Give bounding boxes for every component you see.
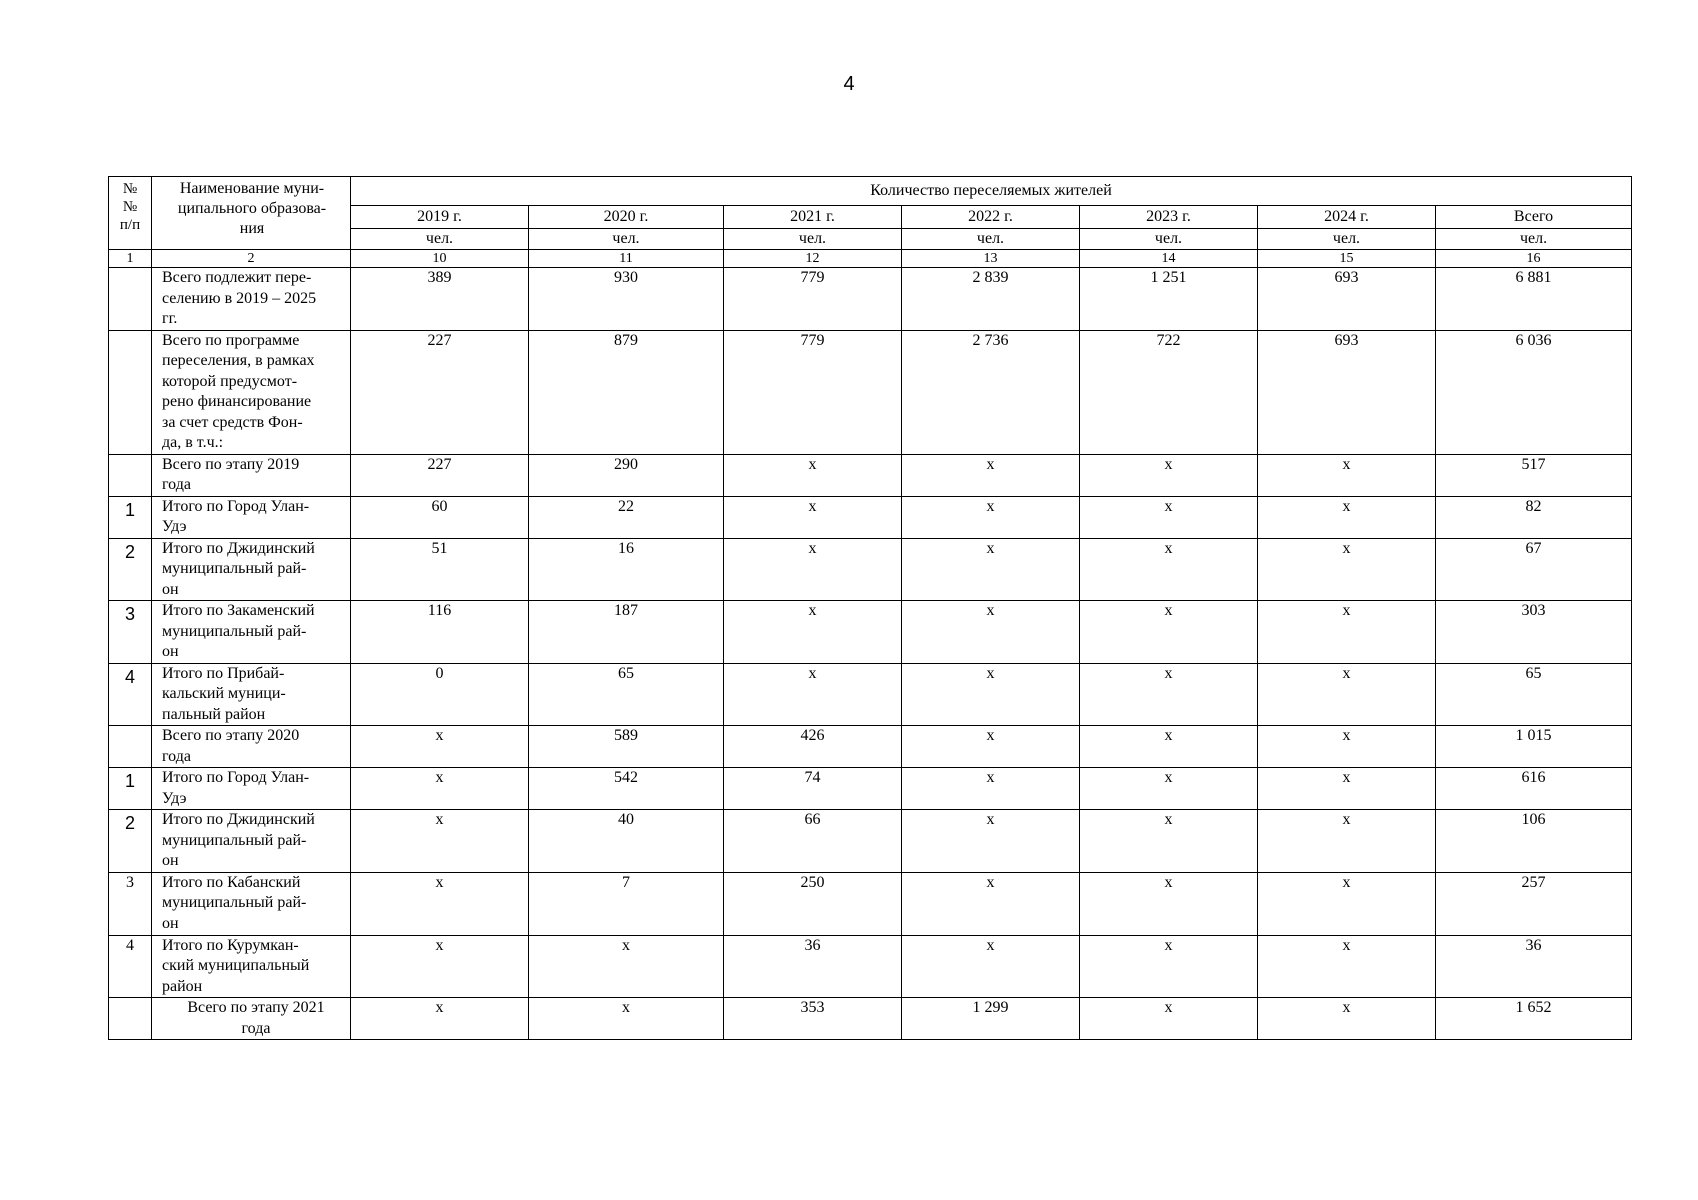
row-value: 65: [1436, 663, 1632, 726]
row-value: 67: [1436, 538, 1632, 601]
row-value: 74: [724, 768, 902, 810]
row-value: 66: [724, 810, 902, 873]
row-value: 303: [1436, 601, 1632, 664]
row-value: 36: [1436, 935, 1632, 998]
row-value: 40: [529, 810, 724, 873]
table-row: [109, 872, 1632, 935]
row-value: x: [1080, 935, 1258, 998]
row-value: x: [902, 663, 1080, 726]
row-value: x: [902, 538, 1080, 601]
header-year: 2023 г.: [1080, 206, 1258, 229]
row-value: 250: [724, 872, 902, 935]
row-number: 1: [109, 768, 152, 810]
row-value: x: [1258, 872, 1436, 935]
row-value: 2 736: [902, 330, 1080, 454]
row-number: 4: [109, 663, 152, 726]
table-row: [109, 454, 1632, 496]
row-value: 187: [529, 601, 724, 664]
row-value: 82: [1436, 496, 1632, 538]
table-row: [109, 768, 1632, 810]
row-value: x: [902, 601, 1080, 664]
row-name: Итого по Город Улан- Удэ: [152, 768, 351, 810]
table-row: [109, 538, 1632, 601]
row-name: Итого по Джидинский муниципальный рай- он: [152, 538, 351, 601]
header-unit: чел.: [724, 229, 902, 250]
row-value: x: [351, 935, 529, 998]
table-row: [109, 601, 1632, 664]
header-unit: чел.: [1080, 229, 1258, 250]
row-value: 65: [529, 663, 724, 726]
row-value: 7: [529, 872, 724, 935]
row-value: 353: [724, 998, 902, 1040]
header-unit: чел.: [902, 229, 1080, 250]
header-year: 2024 г.: [1258, 206, 1436, 229]
row-number: [109, 454, 152, 496]
row-value: x: [529, 998, 724, 1040]
row-value: x: [902, 726, 1080, 768]
row-value: x: [351, 998, 529, 1040]
row-value: 722: [1080, 330, 1258, 454]
row-value: 0: [351, 663, 529, 726]
row-value: x: [1080, 872, 1258, 935]
row-name: Итого по Город Улан- Удэ: [152, 496, 351, 538]
page-number: 4: [843, 73, 855, 95]
row-value: x: [1080, 538, 1258, 601]
header-column-number: 13: [902, 250, 1080, 268]
row-value: x: [724, 601, 902, 664]
row-value: x: [1080, 663, 1258, 726]
row-number: [109, 330, 152, 454]
row-number: 2: [109, 810, 152, 873]
row-value: 290: [529, 454, 724, 496]
header-group-title: Количество переселяемых жителей: [351, 177, 1632, 206]
row-name: Итого по Курумкан- ский муниципальный район: [152, 935, 351, 998]
row-value: x: [1080, 810, 1258, 873]
row-value: x: [351, 810, 529, 873]
row-value: x: [1080, 496, 1258, 538]
row-value: x: [724, 538, 902, 601]
header-year: 2021 г.: [724, 206, 902, 229]
header-unit: чел.: [529, 229, 724, 250]
row-number: 2: [109, 538, 152, 601]
row-number: 3: [109, 872, 152, 935]
row-value: 616: [1436, 768, 1632, 810]
header-unit: чел.: [351, 229, 529, 250]
row-name: Итого по Прибай- кальский муници- пальный район: [152, 663, 351, 726]
row-value: 2 839: [902, 268, 1080, 331]
table-row: [109, 268, 1632, 331]
row-value: x: [1258, 496, 1436, 538]
header-year: 2019 г.: [351, 206, 529, 229]
row-value: 426: [724, 726, 902, 768]
row-value: 1 251: [1080, 268, 1258, 331]
header-row-title: [109, 177, 1632, 206]
row-value: x: [724, 663, 902, 726]
header-year: Всего: [1436, 206, 1632, 229]
table-row: [109, 726, 1632, 768]
row-value: 1 015: [1436, 726, 1632, 768]
row-value: x: [1258, 998, 1436, 1040]
row-value: 51: [351, 538, 529, 601]
row-value: x: [724, 454, 902, 496]
row-value: x: [1258, 601, 1436, 664]
row-value: 16: [529, 538, 724, 601]
row-value: x: [902, 454, 1080, 496]
row-value: x: [1258, 726, 1436, 768]
row-value: x: [1258, 538, 1436, 601]
header-column-number: 15: [1258, 250, 1436, 268]
row-value: x: [902, 496, 1080, 538]
row-number: 3: [109, 601, 152, 664]
row-name: Итого по Закаменский муниципальный рай- он: [152, 601, 351, 664]
table-row: [109, 330, 1632, 454]
header-num: № № п/п: [109, 177, 152, 250]
row-value: 227: [351, 330, 529, 454]
header-year: 2022 г.: [902, 206, 1080, 229]
row-value: 542: [529, 768, 724, 810]
row-value: 257: [1436, 872, 1632, 935]
header-column-number: 10: [351, 250, 529, 268]
row-value: x: [1080, 768, 1258, 810]
row-value: 879: [529, 330, 724, 454]
row-value: x: [902, 935, 1080, 998]
row-value: 693: [1258, 330, 1436, 454]
row-name: Итого по Кабанский муниципальный рай- он: [152, 872, 351, 935]
table-row: [109, 663, 1632, 726]
row-value: 6 881: [1436, 268, 1632, 331]
row-value: 1 299: [902, 998, 1080, 1040]
row-value: x: [1080, 454, 1258, 496]
row-value: x: [1080, 726, 1258, 768]
row-value: 930: [529, 268, 724, 331]
header-year: 2020 г.: [529, 206, 724, 229]
header-name: Наименование муни- ципального образова- ния: [152, 177, 351, 250]
table-row: [109, 810, 1632, 873]
row-value: 22: [529, 496, 724, 538]
row-value: x: [1258, 768, 1436, 810]
row-value: 106: [1436, 810, 1632, 873]
table-row: [109, 935, 1632, 998]
row-value: x: [902, 810, 1080, 873]
header-column-number: 12: [724, 250, 902, 268]
row-value: x: [1258, 454, 1436, 496]
header-row-column-numbers: [109, 250, 1632, 268]
header-column-number: 1: [109, 250, 152, 268]
row-value: x: [1258, 935, 1436, 998]
row-value: 116: [351, 601, 529, 664]
row-value: 389: [351, 268, 529, 331]
row-value: x: [1258, 663, 1436, 726]
row-value: 227: [351, 454, 529, 496]
row-value: 517: [1436, 454, 1632, 496]
row-number: [109, 998, 152, 1040]
header-column-number: 2: [152, 250, 351, 268]
row-value: 36: [724, 935, 902, 998]
row-name: Всего по этапу 2019 года: [152, 454, 351, 496]
row-value: x: [351, 872, 529, 935]
table-header: [109, 177, 1632, 268]
table-row: [109, 496, 1632, 538]
row-value: x: [529, 935, 724, 998]
row-value: x: [902, 872, 1080, 935]
row-value: x: [1080, 998, 1258, 1040]
header-column-number: 11: [529, 250, 724, 268]
table-body: [109, 268, 1632, 1040]
row-value: x: [724, 496, 902, 538]
row-name: Итого по Джидинский муниципальный рай- он: [152, 810, 351, 873]
row-value: 779: [724, 268, 902, 331]
header-column-number: 16: [1436, 250, 1632, 268]
row-value: x: [902, 768, 1080, 810]
row-value: x: [1258, 810, 1436, 873]
header-column-number: 14: [1080, 250, 1258, 268]
row-name: Всего подлежит пере- селению в 2019 – 2025 гг.: [152, 268, 351, 331]
row-number: 1: [109, 496, 152, 538]
row-number: [109, 268, 152, 331]
row-name: Всего по программе переселения, в рамках которой предусмот- рено финансирование за счет средств Фон- да, в т.ч.:: [152, 330, 351, 454]
row-name: Всего по этапу 2020 года: [152, 726, 351, 768]
row-value: x: [351, 726, 529, 768]
resettlement-table: [108, 176, 1632, 1040]
table-row: [109, 998, 1632, 1040]
row-number: [109, 726, 152, 768]
row-value: x: [1080, 601, 1258, 664]
row-value: 1 652: [1436, 998, 1632, 1040]
row-value: x: [351, 768, 529, 810]
row-number: 4: [109, 935, 152, 998]
header-unit: чел.: [1436, 229, 1632, 250]
row-value: 779: [724, 330, 902, 454]
row-value: 6 036: [1436, 330, 1632, 454]
row-value: 60: [351, 496, 529, 538]
row-value: 589: [529, 726, 724, 768]
row-value: 693: [1258, 268, 1436, 331]
header-unit: чел.: [1258, 229, 1436, 250]
row-name: Всего по этапу 2021 года: [152, 998, 351, 1040]
